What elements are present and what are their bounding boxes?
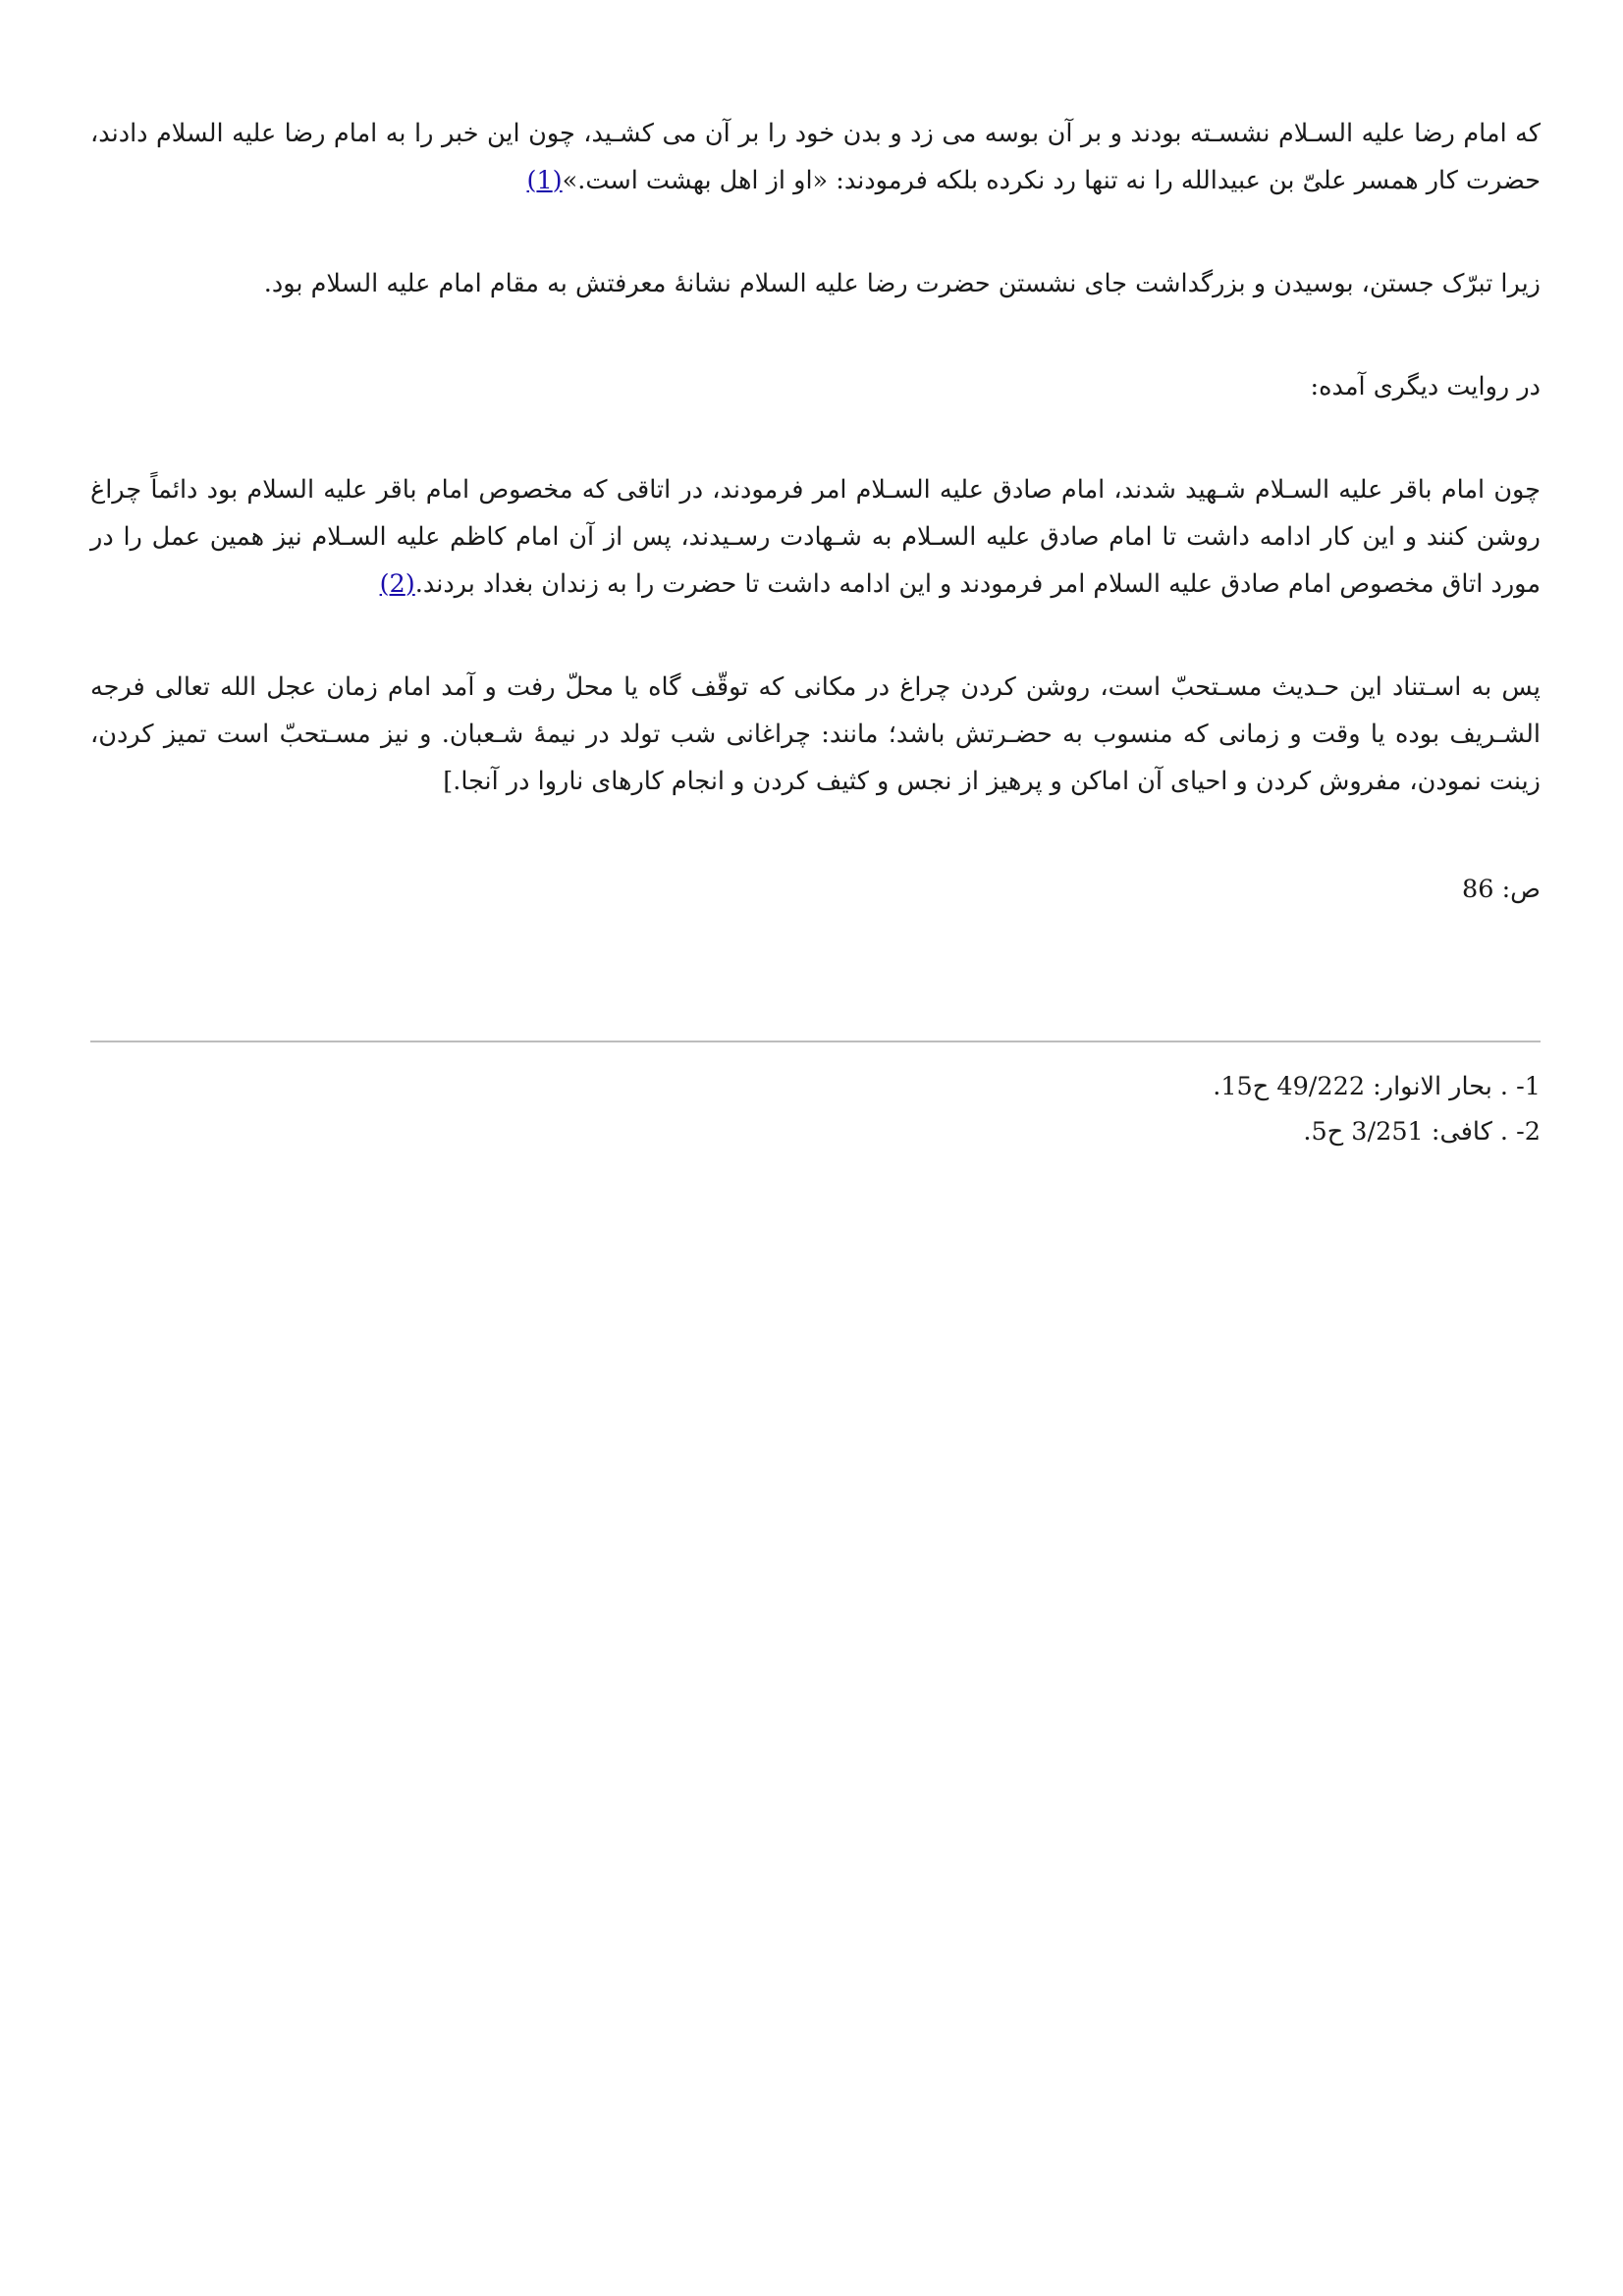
- paragraph-1-text: که امام رضا علیه السـلام نشسـته بودند و بر آن بوسه می زد و بدن خود را بر آن می کشـید، چون این خبر را به امام رضا علیه السلام دادند، حضرت کار همسر علیّ بن عبیدالله را نه تنها رد نکرده بلکه فرمودند: «او از اهل بهشت است.»: [90, 119, 1541, 195]
- page-body: [90, 110, 1541, 913]
- footnote-1: 1- . بحار الانوار: 49/222 ح15.: [1213, 1072, 1541, 1101]
- page-number: ص: 86: [1462, 875, 1541, 904]
- footnote-link-1[interactable]: (1): [526, 166, 563, 195]
- paragraph-3: در روایت دیگری آمده:: [1310, 372, 1541, 401]
- paragraph-2: زیرا تبرّک جستن، بوسیدن و بزرگداشت جای نشستن حضرت رضا علیه السلام نشانهٔ معرفتش به مقام امام علیه السلام بود.: [263, 269, 1541, 298]
- footnote-link-2[interactable]: (2): [379, 569, 415, 599]
- paragraph-4: [90, 466, 1541, 608]
- paragraph-1: [90, 110, 1541, 204]
- footnote-2: 2- . کافی: 3/251 ح5.: [1303, 1117, 1541, 1147]
- paragraph-5: پس به اسـتناد این حـدیث مسـتحبّ است، روشن کردن چراغ در مکانی که توقّف گاه یا محلّ رفت و آمد امام زمان عجل الله تعالی فرجه الشـریف بوده یا وقت و زمانی که منسوب به حضـرتش باشد؛ مانند: چراغانی شب تولد در نیمهٔ شـعبان. و نیز مسـتحبّ است تمیز کردن، زینت نمودن، مفروش کردن و احیای آن اماکن و پرهیز از نجس و کثیف کردن و انجام کارهای ناروا در آنجا.]: [90, 672, 1541, 796]
- paragraph-4-text: چون امام باقر علیه السـلام شـهید شدند، امام صادق علیه السـلام امر فرمودند، در اتاقی که مخصوص امام باقر علیه السلام بود دائماً چراغ روشن کنند و این کار ادامه داشت تا امام صادق علیه السـلام به شـهادت رسـیدند، پس از آن امام کاظم علیه السـلام نیز همین عمل را در مورد اتاق مخصوص امام صادق علیه السلام امر فرمودند و این ادامه داشت تا حضرت را به زندان بغداد بردند.: [90, 475, 1541, 599]
- footnote-divider: [90, 1041, 1541, 1042]
- footnotes: [90, 1064, 1541, 1154]
